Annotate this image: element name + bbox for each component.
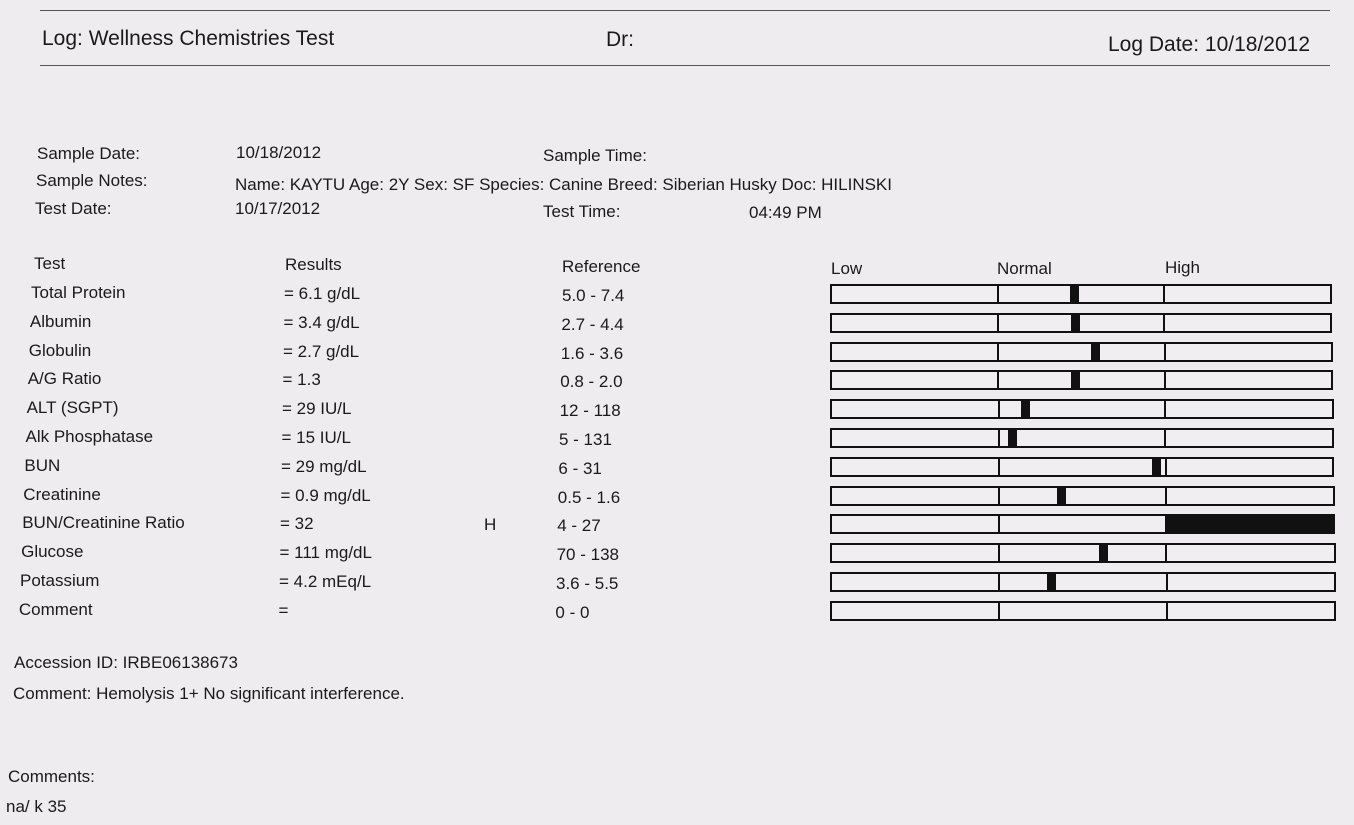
range-divider [998, 574, 1000, 590]
sample-notes-label: Sample Notes: [36, 171, 148, 190]
range-divider [997, 344, 999, 360]
range-divider [998, 488, 1000, 504]
test-name: ALT (SGPT) [26, 398, 119, 418]
range-bar [830, 284, 1332, 304]
reference-range: 1.6 - 3.6 [560, 343, 624, 363]
range-divider [998, 459, 1000, 475]
test-time-label: Test Time: [543, 202, 621, 221]
high-fill [1167, 516, 1333, 532]
range-divider [1166, 603, 1168, 619]
result-marker [1070, 286, 1079, 302]
test-name: A/G Ratio [27, 369, 102, 389]
range-bar [830, 457, 1334, 477]
column-header-reference: Reference [562, 257, 641, 276]
range-divider [997, 315, 999, 331]
result-marker [1099, 545, 1108, 561]
test-name: Albumin [29, 311, 92, 331]
range-bar [830, 342, 1333, 362]
range-divider [1164, 372, 1166, 388]
column-header-normal: Normal [997, 259, 1052, 278]
result-value: = 6.1 g/dL [284, 284, 361, 303]
result-marker [1057, 488, 1066, 504]
result-marker [1008, 430, 1017, 446]
range-bar [830, 543, 1336, 563]
range-bar [830, 428, 1334, 448]
result-value: = 1.3 [282, 370, 321, 390]
log-date: Log Date: 10/18/2012 [1108, 33, 1311, 56]
reference-range: 4 - 27 [557, 516, 601, 536]
sample-time-label: Sample Time: [543, 146, 647, 165]
range-divider [1165, 545, 1167, 561]
result-value: = 111 mg/dL [279, 543, 372, 563]
result-marker [1152, 459, 1161, 475]
reference-range: 5 - 131 [559, 430, 612, 449]
result-flag: H [484, 515, 497, 535]
result-value: = 29 IU/L [282, 399, 352, 419]
test-date-value: 10/17/2012 [235, 199, 321, 218]
range-divider [998, 401, 1000, 417]
result-marker [1071, 315, 1080, 331]
range-divider [1164, 430, 1166, 446]
result-value: = 2.7 g/dL [283, 341, 360, 361]
test-name: Creatinine [23, 484, 101, 504]
result-value: = 15 IU/L [281, 428, 351, 447]
reference-range: 12 - 118 [559, 401, 621, 421]
test-name: Comment [18, 599, 93, 619]
accession-id: Accession ID: IRBE06138673 [14, 653, 238, 672]
range-divider [1165, 488, 1167, 504]
result-value: = 0.9 mg/dL [280, 485, 371, 505]
range-divider [1166, 574, 1168, 590]
test-name: Alk Phosphatase [25, 427, 154, 446]
reference-range: 6 - 31 [558, 458, 602, 478]
range-bar [830, 313, 1332, 333]
range-divider [1164, 344, 1166, 360]
column-header-low: Low [831, 259, 863, 278]
reference-range: 2.7 - 4.4 [561, 314, 624, 334]
reference-range: 3.6 - 5.5 [556, 574, 619, 593]
range-bar [830, 370, 1333, 390]
header-rule [40, 65, 1330, 66]
range-bar [830, 399, 1334, 419]
result-marker [1091, 344, 1100, 360]
reference-range: 5.0 - 7.4 [562, 286, 625, 305]
range-divider [997, 372, 999, 388]
column-header-high: High [1165, 258, 1200, 277]
result-value: = [278, 600, 289, 620]
test-name: Glucose [21, 542, 84, 562]
result-marker [1047, 574, 1056, 590]
column-header-results: Results [285, 255, 342, 274]
range-divider [998, 545, 1000, 561]
test-name: BUN/Creatinine Ratio [22, 513, 185, 533]
range-divider [998, 430, 1000, 446]
result-value: = 4.2 mEq/L [279, 572, 372, 591]
range-divider [1164, 401, 1166, 417]
reference-range: 0.8 - 2.0 [560, 372, 623, 392]
range-bar [830, 514, 1335, 534]
sample-notes-value: Name: KAYTU Age: 2Y Sex: SF Species: Canine Breed: Siberian Husky Doc: HILINSKI [235, 175, 892, 194]
result-value: = 3.4 g/dL [283, 312, 360, 332]
reference-range: 0 - 0 [555, 602, 590, 622]
sample-date-value: 10/18/2012 [236, 143, 322, 162]
range-bar [830, 572, 1336, 592]
range-divider [1165, 459, 1167, 475]
result-value: = 29 mg/dL [281, 456, 367, 476]
test-name: Potassium [20, 571, 100, 590]
log-title: Log: Wellness Chemistries Test [42, 27, 335, 50]
reference-range: 70 - 138 [556, 545, 619, 565]
sample-date-label: Sample Date: [37, 144, 140, 163]
top-rule [40, 10, 1330, 11]
range-divider [998, 603, 1000, 619]
comment-text: Comment: Hemolysis 1+ No significant interference. [13, 684, 405, 703]
range-bar [830, 486, 1335, 506]
doctor-label: Dr: [606, 28, 634, 51]
test-name: Globulin [28, 340, 92, 360]
range-divider [1163, 286, 1165, 302]
test-date-label: Test Date: [35, 199, 112, 218]
result-marker [1071, 372, 1080, 388]
range-divider [1163, 315, 1165, 331]
reference-range: 0.5 - 1.6 [557, 487, 621, 507]
handwritten-note: na/ k 35 [6, 797, 67, 816]
test-name: BUN [24, 455, 61, 475]
column-header-test: Test [34, 254, 66, 273]
result-marker [1021, 401, 1030, 417]
result-value: = 32 [280, 514, 314, 534]
range-divider [997, 286, 999, 302]
range-bar [830, 601, 1336, 621]
test-time-value: 04:49 PM [749, 203, 822, 222]
comments-label: Comments: [8, 767, 95, 786]
range-divider [998, 516, 1000, 532]
test-name: Total Protein [31, 283, 126, 302]
